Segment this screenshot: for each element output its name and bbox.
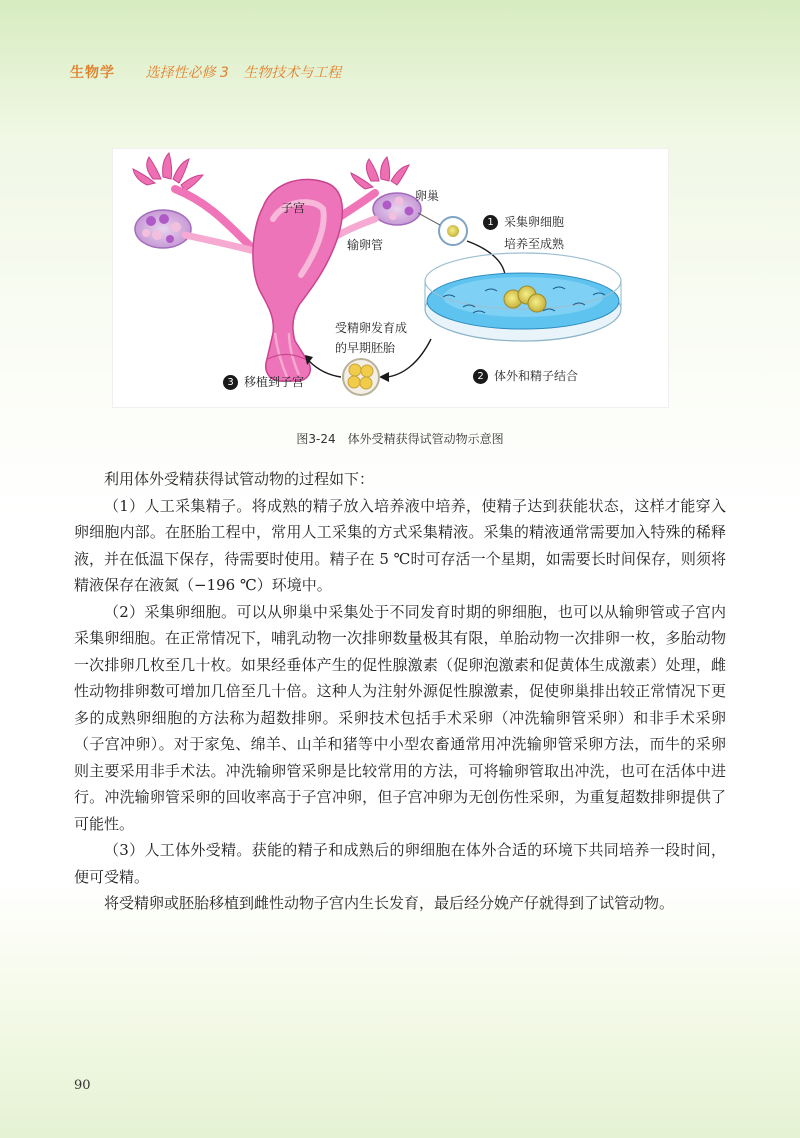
step2-text: 体外和精子结合 — [494, 369, 579, 383]
label-step1 — [483, 213, 564, 230]
left-fimbriae — [133, 153, 203, 191]
running-header — [70, 62, 341, 82]
label-ovary: 卵巢 — [415, 189, 440, 203]
embryo-line1: 受精卵发育成 — [335, 321, 408, 335]
series-name: 选择性必修 3 — [145, 65, 229, 81]
embryo-line2: 的早期胚胎 — [335, 341, 396, 355]
body-text — [74, 466, 726, 917]
page-number: 90 — [74, 1078, 91, 1093]
figure-ivf-diagram — [112, 148, 669, 408]
step3-number: 3 — [223, 375, 238, 390]
step3-text: 移植到子宫 — [244, 375, 305, 389]
step2-number: 2 — [473, 369, 488, 384]
paragraph-egg: （2）采集卵细胞。可以从卵巢中采集处于不同发育时期的卵细胞，也可以从输卵管或子宫内采集卵细胞。在正常情况下，哺乳动物一次排卵数量极其有限，单胎动物一次排卵一枚，多胎动物一次排卵几枚至几十枚。如果经垂体产生的促性腺激素（促卵泡激素和促黄体生成激素）处理，雌性动物排卵数可增加几倍至几十倍。这种人为注射外源促性腺激素，促使卵巢排出较正常情况下更多的成熟卵细胞的方法称为超数排卵。采卵技术包括手术采卵（冲洗输卵管采卵）和非手术采卵（子宫冲卵）。对于家兔、绵羊、山羊和猪等中小型农畜通常用冲洗输卵管采卵方法，而牛的采卵则主要采用非手术法。冲洗输卵管采卵是比较常用的方法，可将输卵管取出冲洗，也可在活体中进行。冲洗输卵管采卵的回收率高于子宫冲卵，但子宫冲卵为无创伤性采卵，为重复超数排卵提供了可能性。 — [74, 602, 726, 833]
paragraph-sperm: （1）人工采集精子。将成熟的精子放入培养液中培养，使精子达到获能状态，这样才能穿入卵细胞内部。在胚胎工程中，常用人工采集的方式采集精液。采集的精液通常需要加入特殊的稀释液，并在低温下保存，待需要时使用。精子在 5 ℃时可存活一个星期，如需要长时间保存，则须将精液保存在液氮（−196 ℃）环境中。 — [74, 496, 726, 594]
figure-caption: 图3-24 体外受精获得试管动物示意图 — [296, 432, 504, 446]
ivf-illustration — [113, 149, 668, 407]
step1-line2: 培养至成熟 — [504, 237, 565, 251]
paragraph-transfer: 将受精卵或胚胎移植到雌性动物子宫内生长发育，最后经分娩产仔就得到了试管动物。 — [104, 894, 675, 912]
right-fimbriae — [351, 157, 409, 189]
label-oviduct: 输卵管 — [347, 238, 384, 252]
label-step3 — [223, 373, 304, 390]
step1-number: 1 — [483, 215, 498, 230]
early-embryo — [343, 359, 379, 395]
paragraph-fertilization: （3）人工体外受精。获能的精子和成熟后的卵细胞在体外合适的环境下共同培养一段时间，便可受精。 — [74, 841, 726, 886]
step1-line1: 采集卵细胞 — [504, 215, 565, 229]
paragraph-intro: 利用体外受精获得试管动物的过程如下： — [104, 470, 375, 488]
volume-title: 生物技术与工程 — [243, 65, 342, 81]
book-name: 生物学 — [70, 65, 115, 81]
label-step2 — [473, 367, 578, 384]
label-uterus: 子宫 — [281, 201, 306, 215]
